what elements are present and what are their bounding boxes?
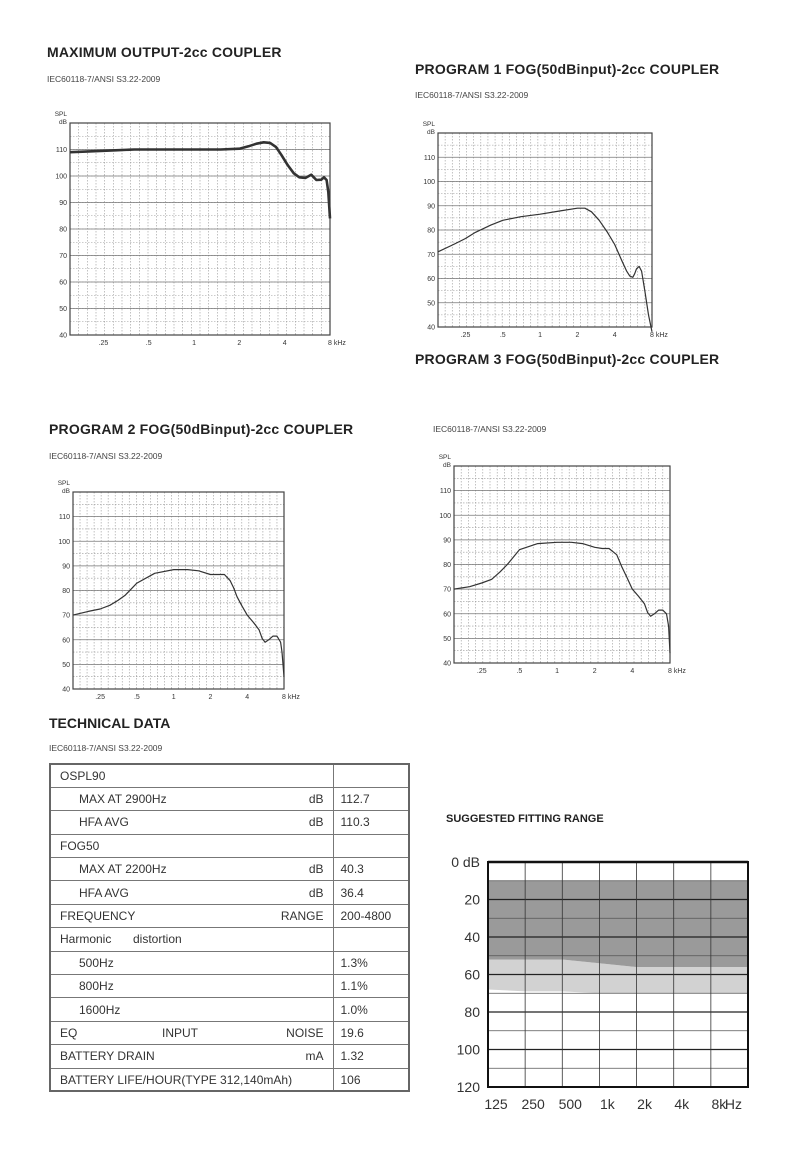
table-label-cell [50,1021,333,1044]
table-row [50,1021,409,1044]
row-value: 110.3 [333,811,409,834]
fitting-y-label: 100 [456,1041,480,1058]
fitting-y-label: 20 [464,891,480,908]
fitting-x-label: Hz [724,1096,742,1112]
y-tick-label: 40 [427,324,435,332]
chart-title-program2: PROGRAM 2 FOG(50dBinput)-2cc COUPLER [49,421,354,437]
y-axis-label: SPL [438,454,451,461]
x-tick-label: .5 [133,694,140,701]
chart-standard-maximum-output: IEC60118-7/ANSI S3.22-2009 [47,74,161,84]
chart-title-program3: PROGRAM 3 FOG(50dBinput)-2cc COUPLER [415,351,720,367]
x-tick-label: 1 [171,694,176,701]
technical-data-title: TECHNICAL DATA [49,715,171,731]
row-label: 800Hz [79,979,114,994]
row-value: 1.0% [333,998,409,1021]
y-tick-label: 60 [62,637,70,645]
x-tick-label: 8 kHz [668,668,686,675]
y-axis-label: SPL [422,121,435,128]
row-label-extra: distortion [133,932,182,947]
row-label: 1600Hz [79,1002,121,1017]
row-value [333,928,409,951]
x-tick-label: 1 [192,340,196,347]
fitting-y-label: 0 dB [451,854,480,870]
table-label-cell [50,834,333,857]
fitting-dark-band [488,881,748,967]
fitting-range-title: SUGGESTED FITTING RANGE [446,813,604,825]
fitting-y-label: 40 [464,929,480,945]
y-tick-label: 40 [59,332,67,340]
table-row [50,834,409,857]
x-tick-label: 4 [245,694,250,701]
fitting-range-chart [440,850,770,1120]
x-tick-label: .5 [516,668,523,675]
row-label-extra: INPUT [162,1025,198,1040]
y-tick-label: 90 [427,203,435,211]
row-value: 1.3% [333,951,409,974]
fitting-x-label: 250 [521,1096,545,1112]
row-value [333,764,409,787]
technical-data-table [49,763,410,1092]
fitting-x-label: 125 [484,1096,508,1112]
series-line [454,542,670,653]
chart-program2 [45,479,315,705]
x-tick-label: .25 [98,340,109,347]
fitting-x-label: 500 [558,1096,582,1112]
row-value: 19.6 [333,1021,409,1044]
y-tick-label: 40 [443,660,451,668]
chart-grid [454,466,670,663]
x-tick-label: .5 [145,340,152,347]
table-label-cell [50,904,333,927]
row-label: 500Hz [79,955,114,970]
row-unit: dB [308,815,324,830]
y-tick-label: 80 [443,562,451,569]
y-tick-label: 90 [59,200,67,207]
x-tick-label: 2 [592,668,597,675]
y-tick-label: 110 [58,514,70,522]
table-label-cell [50,764,333,787]
table-label-cell [50,858,333,881]
y-axis-unit: dB [59,119,67,126]
y-tick-label: 70 [427,251,435,259]
y-tick-label: 100 [439,512,451,520]
row-label: MAX AT 2900Hz [79,792,167,807]
row-unit: mA [305,1049,324,1064]
table-label-cell [50,928,333,951]
chart-standard-program2: IEC60118-7/ANSI S3.22-2009 [49,451,163,461]
row-label: FOG50 [60,838,100,853]
row-label: BATTERY LIFE/HOUR(TYPE 312,140mAh) [60,1072,293,1087]
technical-data-standard: IEC60118-7/ANSI S3.22-2009 [49,743,163,753]
x-tick-label: 8 kHz [650,332,668,339]
table-label-cell [50,951,333,974]
table-label-cell [50,787,333,810]
fitting-x-label: 4k [674,1096,690,1112]
table-label-cell [50,1045,333,1068]
y-tick-label: 90 [62,563,70,571]
y-tick-label: 50 [59,306,67,313]
row-value: 36.4 [333,881,409,904]
y-tick-label: 110 [439,488,451,496]
fitting-x-label: 2k [637,1096,652,1112]
row-unit: RANGE [280,909,324,924]
x-tick-label: .25 [476,668,487,675]
table-label-cell [50,811,333,834]
row-label: HFA AVG [79,885,129,900]
chart-grid [70,123,330,335]
table-row [50,764,409,787]
fitting-x-label: 1k [600,1096,615,1112]
table-row [50,1068,409,1091]
y-tick-label: 50 [443,635,451,643]
y-tick-label: 40 [62,686,70,694]
table-row [50,787,409,810]
row-value: 112.7 [333,787,409,810]
x-tick-label: 4 [630,668,635,675]
row-label: FREQUENCY [60,909,136,924]
x-tick-label: .25 [95,694,105,701]
table-label-cell [50,998,333,1021]
row-value: 200-4800 [333,904,409,927]
fitting-y-label: 80 [464,1004,480,1020]
y-tick-label: 100 [55,173,67,181]
x-tick-label: 1 [538,332,543,339]
y-tick-label: 100 [58,538,70,546]
chart-maximum-output [40,110,346,358]
y-tick-label: 70 [59,253,67,260]
row-unit: NOISE [286,1025,324,1040]
chart-grid [73,492,284,689]
y-tick-label: 50 [62,661,70,669]
x-tick-label: 4 [612,332,617,339]
table-label-cell [50,881,333,904]
x-tick-label: 1 [555,668,560,675]
chart-program1 [410,120,675,342]
chart-standard-program1: IEC60118-7/ANSI S3.22-2009 [415,90,529,100]
table-label-cell [50,975,333,998]
row-label: OSPL90 [60,768,106,783]
table-row [50,811,409,834]
y-tick-label: 70 [62,612,70,620]
row-label: MAX AT 2200Hz [79,862,167,877]
row-label: Harmonic [60,932,112,947]
chart-title-maximum-output: MAXIMUM OUTPUT-2cc COUPLER [47,44,282,60]
table-row [50,998,409,1021]
y-tick-label: 90 [443,537,451,545]
table-row [50,975,409,998]
y-tick-label: 100 [423,179,435,186]
row-unit: dB [308,792,324,807]
y-tick-label: 60 [443,611,451,619]
y-tick-label: 50 [427,300,435,308]
table-row [50,951,409,974]
table-row [50,881,409,904]
x-tick-label: .25 [460,332,471,339]
table-row [50,904,409,927]
row-value: 40.3 [333,858,409,881]
y-axis-unit: dB [427,129,435,136]
y-axis-label: SPL [54,111,67,118]
row-unit: dB [308,885,324,900]
table-row [50,1045,409,1068]
table-label-cell [50,1068,333,1091]
x-tick-label: 8 kHz [328,340,346,347]
fitting-x-label: 8k [711,1096,727,1112]
fitting-y-label: 120 [456,1079,480,1095]
y-tick-label: 60 [59,279,67,287]
x-tick-label: 2 [208,694,213,701]
y-tick-label: 80 [62,588,70,595]
x-tick-label: .5 [499,332,506,339]
row-value: 106 [333,1068,409,1091]
table-row [50,928,409,951]
row-label: HFA AVG [79,815,129,830]
row-label: BATTERY DRAIN [60,1049,155,1064]
x-tick-label: 8 kHz [282,694,300,701]
row-value: 1.32 [333,1045,409,1068]
y-tick-label: 110 [55,147,67,154]
y-axis-unit: dB [443,462,451,469]
y-axis-label: SPL [57,480,70,487]
y-tick-label: 110 [423,154,435,162]
fitting-y-label: 60 [464,966,480,983]
row-value: 1.1% [333,975,409,998]
chart-grid [438,133,652,327]
x-tick-label: 2 [237,340,242,347]
x-tick-label: 4 [282,340,287,347]
y-tick-label: 60 [427,276,435,283]
chart-title-program1: PROGRAM 1 FOG(50dBinput)-2cc COUPLER [415,61,720,77]
x-tick-label: 2 [575,332,580,339]
y-tick-label: 80 [59,226,67,234]
row-value [333,834,409,857]
chart-program3 [425,455,690,679]
y-tick-label: 70 [443,586,451,594]
chart-standard-program3: IEC60118-7/ANSI S3.22-2009 [433,424,547,434]
y-tick-label: 80 [427,227,435,235]
row-label: EQ [60,1025,78,1040]
table-row [50,858,409,881]
y-axis-unit: dB [62,488,70,495]
row-unit: dB [308,862,324,877]
